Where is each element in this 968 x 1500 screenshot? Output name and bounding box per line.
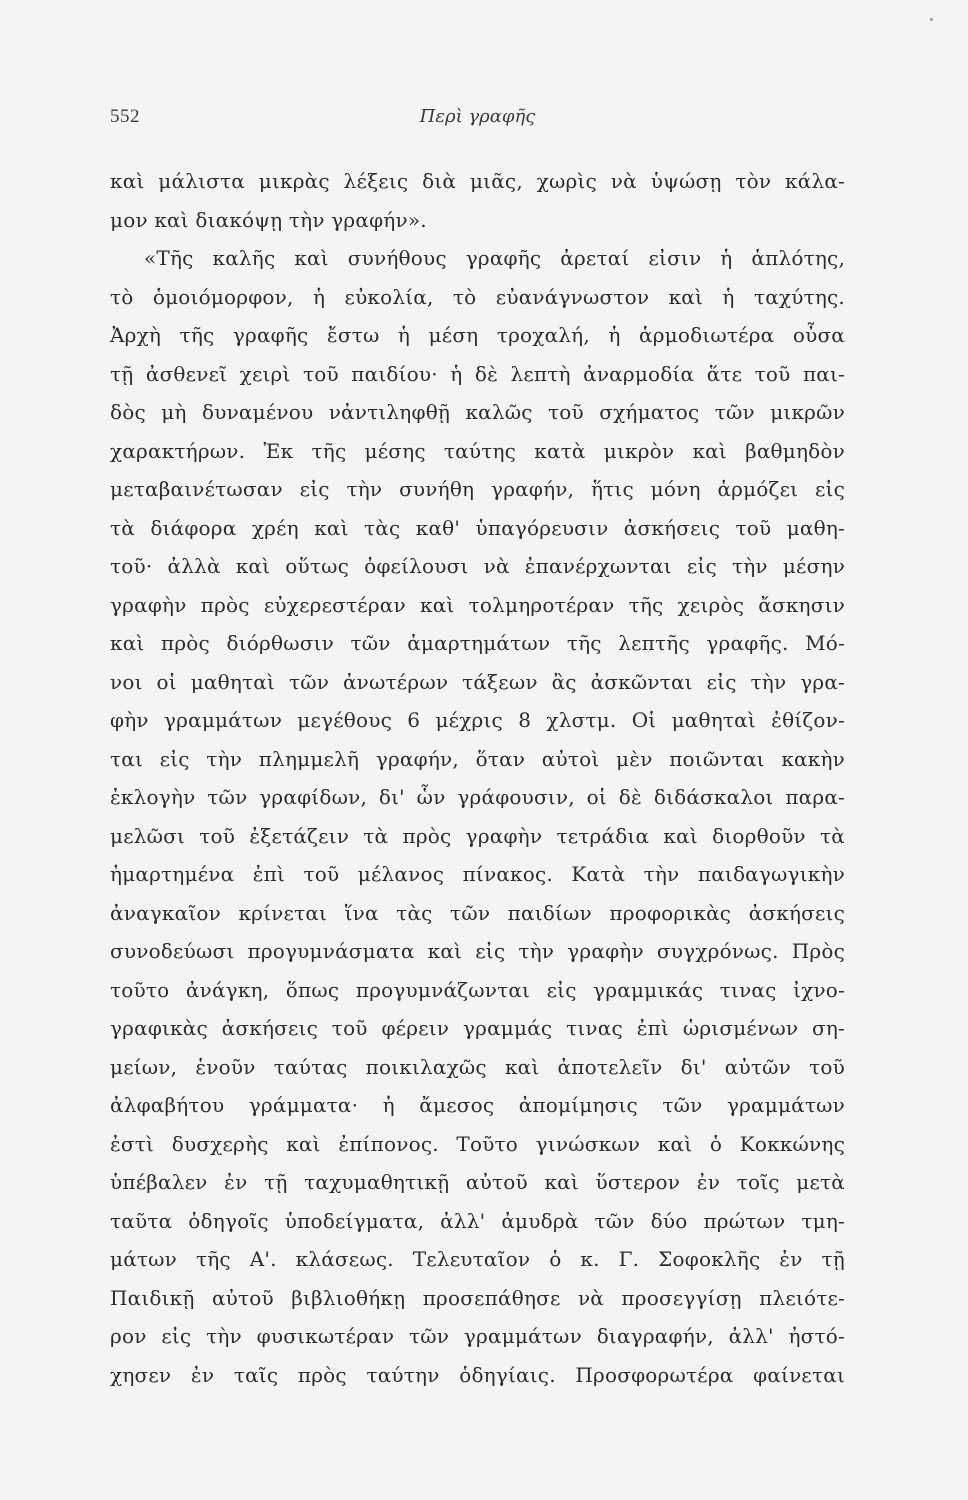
text-line: μελῶσι τοῦ ἐξετάζειν τὰ πρὸς γραφὴν τετράδια καὶ διορθοῦν τὰ xyxy=(110,823,845,848)
text-line: ὑπέβαλεν ἐν τῇ ταχυμαθητικῇ αὐτοῦ καὶ ὕστερον ἐν τοῖς μετὰ xyxy=(110,1170,845,1194)
text-line: καὶ μάλιστα μικρὰς λέξεις διὰ μιᾶς, χωρὶς νὰ ὑψώσῃ τὸν κάλα- xyxy=(110,169,845,193)
page-header xyxy=(110,106,845,136)
text-line: χησεν ἐν ταῖς πρὸς ταύτην ὁδηγίαις. Προσφορωτέρα φαίνεται xyxy=(110,1362,845,1387)
text-line: τῇ ἀσθενεῖ χειρὶ τοῦ παιδίου· ἡ δὲ λεπτὴ ἀναρμοδία ἅτε τοῦ παι- xyxy=(110,361,845,386)
body-text xyxy=(110,162,845,1394)
text-line: ἀναγκαῖον κρίνεται ἵνα τὰς τῶν παιδίων προφορικὰς ἀσκήσεις xyxy=(110,900,845,925)
text-line: «Τῆς καλῆς καὶ συνήθους γραφῆς ἀρεταί εἰσιν ἡ ἁπλότης, xyxy=(144,246,845,270)
text-line: ταῦτα ὁδηγοῖς ὑποδείγματα, ἀλλ' ἀμυδρὰ τῶν δύο πρώτων τμη- xyxy=(110,1208,845,1233)
text-line: τοῦ· ἀλλὰ καὶ οὕτως ὀφείλουσι νὰ ἐπανέρχωνται εἰς τὴν μέσην xyxy=(110,554,845,578)
text-line: ἐστὶ δυσχερὴς καὶ ἐπίπονος. Τοῦτο γινώσκων καὶ ὁ Κοκκώνης xyxy=(110,1131,845,1156)
text-line: γραφικὰς ἀσκήσεις τοῦ φέρειν γραμμάς τινας ἐπὶ ὡρισμένων ση- xyxy=(110,1016,845,1040)
text-line: μον καὶ διακόψῃ τὴν γραφήν». xyxy=(110,207,427,232)
text-line: νοι οἱ μαθηταὶ τῶν ἀνωτέρων τάξεων ἂς ἀσκῶνται εἰς τὴν γρα- xyxy=(110,669,845,694)
text-line: τοῦτο ἀνάγκη, ὅπως προγυμνάζωνται εἰς γραμμικάς τινας ἰχνο- xyxy=(110,977,845,1002)
text-line: μάτων τῆς Α'. κλάσεως. Τελευταῖον ὁ κ. Γ. Σοφοκλῆς ἐν τῇ xyxy=(110,1247,845,1271)
text-line: μεταβαινέτωσαν εἰς τὴν συνήθη γραφήν, ἥτις μόνη ἁρμόζει εἰς xyxy=(110,477,845,501)
text-line: ται εἰς τὴν πλημμελῆ γραφήν, ὅταν αὐτοὶ μὲν ποιῶνται κακὴν xyxy=(110,746,845,771)
page-number: 552 xyxy=(110,106,140,127)
text-line: τὰ διάφορα χρέη καὶ τὰς καθ' ὑπαγόρευσιν ἀσκήσεις τοῦ μαθη- xyxy=(110,515,845,540)
text-line: φὴν γραμμάτων μεγέθους 6 μέχρις 8 χλστμ. Οἱ μαθηταὶ ἐθίζον- xyxy=(110,708,845,732)
text-line: χαρακτήρων. Ἐκ τῆς μέσης ταύτης κατὰ μικρὸν καὶ βαθμηδὸν xyxy=(110,438,845,463)
text-line: ρον εἰς τὴν φυσικωτέραν τῶν γραμμάτων διαγραφήν, ἀλλ' ἠστό- xyxy=(110,1324,845,1348)
text-line: ἐκλογὴν τῶν γραφίδων, δι' ὧν γράφουσιν, οἱ δὲ διδάσκαλοι παρα- xyxy=(110,785,845,809)
paper-speck xyxy=(930,18,933,21)
text-line: Παιδικῇ αὐτοῦ βιβλιοθήκῃ προσεπάθησε νὰ προσεγγίσῃ πλειότε- xyxy=(110,1285,845,1310)
running-title: Περὶ γραφῆς xyxy=(419,106,536,127)
text-line: γραφὴν πρὸς εὐχερεστέραν καὶ τολμηροτέραν τῆς χειρὸς ἄσκησιν xyxy=(110,592,845,617)
text-line: καὶ πρὸς διόρθωσιν τῶν ἁμαρτημάτων τῆς λεπτῆς γραφῆς. Μό- xyxy=(110,631,845,655)
text-line: Ἀρχὴ τῆς γραφῆς ἔστω ἡ μέση τροχαλή, ἡ ἁρμοδιωτέρα οὖσα xyxy=(110,323,845,347)
text-line: ἡμαρτημένα ἐπὶ τοῦ μέλανος πίνακος. Κατὰ τὴν παιδαγωγικὴν xyxy=(110,862,845,886)
text-line: ἀλφαβήτου γράμματα· ἡ ἄμεσος ἀπομίμησις τῶν γραμμάτων xyxy=(110,1093,845,1117)
text-line: συνοδεύωσι προγυμνάσματα καὶ εἰς τὴν γραφὴν συγχρόνως. Πρὸς xyxy=(110,939,845,963)
text-line: μείων, ἑνοῦν ταύτας ποικιλαχῶς καὶ ἀποτελεῖν δι' αὐτῶν τοῦ xyxy=(110,1054,845,1079)
text-line: δὸς μὴ δυναμένου νἀντιληφθῇ καλῶς τοῦ σχήματος τῶν μικρῶν xyxy=(110,400,845,424)
text-line: τὸ ὁμοιόμορφον, ἡ εὐκολία, τὸ εὐανάγνωστον καὶ ἡ ταχύτης. xyxy=(110,284,845,309)
